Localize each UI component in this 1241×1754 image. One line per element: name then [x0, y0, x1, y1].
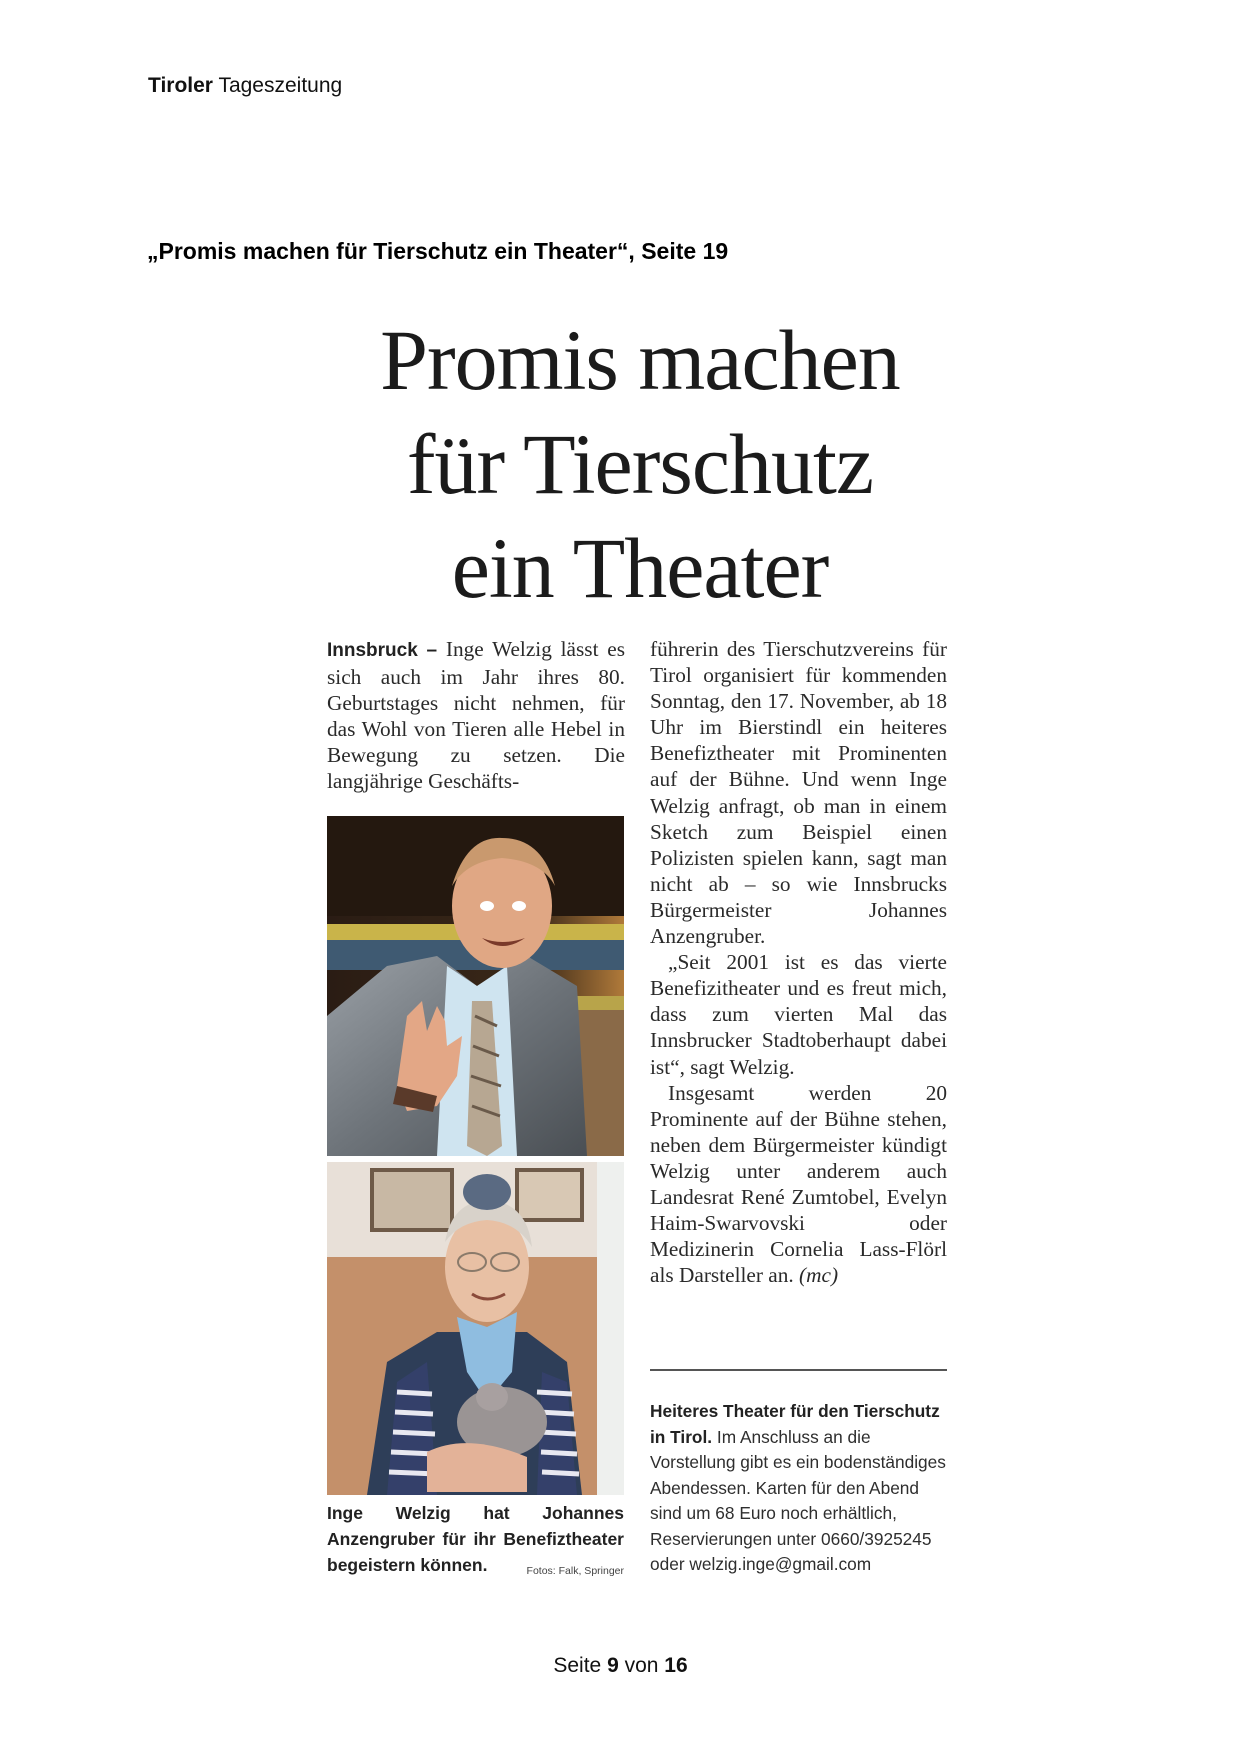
author-tag: (mc): [799, 1263, 839, 1288]
page-label: Seite: [553, 1654, 602, 1677]
photo-caption: [327, 1500, 624, 1584]
photo-inge-welzig: [327, 1162, 624, 1495]
section-divider: [650, 1369, 947, 1371]
dateline: Innsbruck –: [327, 640, 438, 661]
photo-mayor-image: [327, 816, 624, 1156]
headline-line-3: ein Theater: [451, 520, 829, 616]
article-headline: [320, 308, 960, 620]
publication-name-bold: Tiroler: [148, 74, 213, 97]
body-paragraph-3-text: Insgesamt werden 20 Prominente auf der Bühne stehen, neben dem Bürgermeister kündigt Welzig unter anderem auch Landesrat René Zumtobel, Evelyn Haim-Swarvovski oder Medizinerin Cornelia Lass-Flörl als Darsteller an.: [650, 1080, 947, 1288]
page-footer: [0, 1654, 1241, 1678]
current-page-number: 9: [607, 1654, 619, 1677]
publication-name-regular: Tageszeitung: [218, 74, 343, 97]
total-pages: 16: [664, 1654, 688, 1677]
body-paragraph-1: führerin des Tierschutzvereins für Tirol organisiert für kommenden Sonntag, den 17. November, ab 18 Uhr im Bierstindl ein heiteres Benefiztheater mit Prominenten auf der Bühne. Und wenn Inge Welzig anfragt, ob man in einem Sketch zum Beispiel einen Polizisten spielen kann, sagt man nicht ab – so wie Innsbrucks Bürgermeister Johannes Anzengruber.: [650, 637, 947, 949]
caption-text: Inge Welzig hat Johannes Anzengruber für ihr Benefiztheater begeistern können.: [327, 1503, 624, 1575]
article-column-right: [650, 636, 947, 1288]
infobox-body: Im Anschluss an die Vorstellung gibt es ein bodenständiges Abendessen. Karten für den Abend sind um 68 Euro noch erhältlich, Reservierungen unter 0660/3925245 oder welzig.inge@gmail.com: [650, 1426, 946, 1574]
article-reference-heading: „Promis machen für Tierschutz ein Theater“, Seite 19: [147, 238, 729, 264]
photo-inge-welzig-image: [327, 1162, 624, 1495]
photo-mayor: [327, 816, 624, 1156]
photo-credit: Fotos: Falk, Springer: [526, 1565, 624, 1577]
event-infobox: [650, 1399, 950, 1578]
infobox-title: Heiteres Theater für den Tierschutz in Tirol.: [650, 1401, 940, 1447]
article-column-left: [327, 636, 625, 795]
publication-header: [148, 74, 342, 98]
body-paragraph-2: „Seit 2001 ist es das vierte Benefizitheater und es freut mich, dass zum vierten Mal das Innsbrucker Stadtoberhaupt dabei ist“, sagt Welzig.: [650, 950, 947, 1079]
headline-line-1: Promis machen: [380, 312, 900, 408]
lead-paragraph: [327, 636, 625, 795]
headline-line-2: für Tierschutz: [406, 416, 874, 512]
page-separator: von: [624, 1654, 659, 1677]
lead-text: Inge Welzig lässt es sich auch im Jahr ihres 80. Geburtstages nicht nehmen, für das Wohl von Tieren alle Hebel in Bewegung zu setzen. Die langjährige Geschäfts-: [327, 637, 625, 794]
body-paragraph-3: [650, 1080, 947, 1289]
